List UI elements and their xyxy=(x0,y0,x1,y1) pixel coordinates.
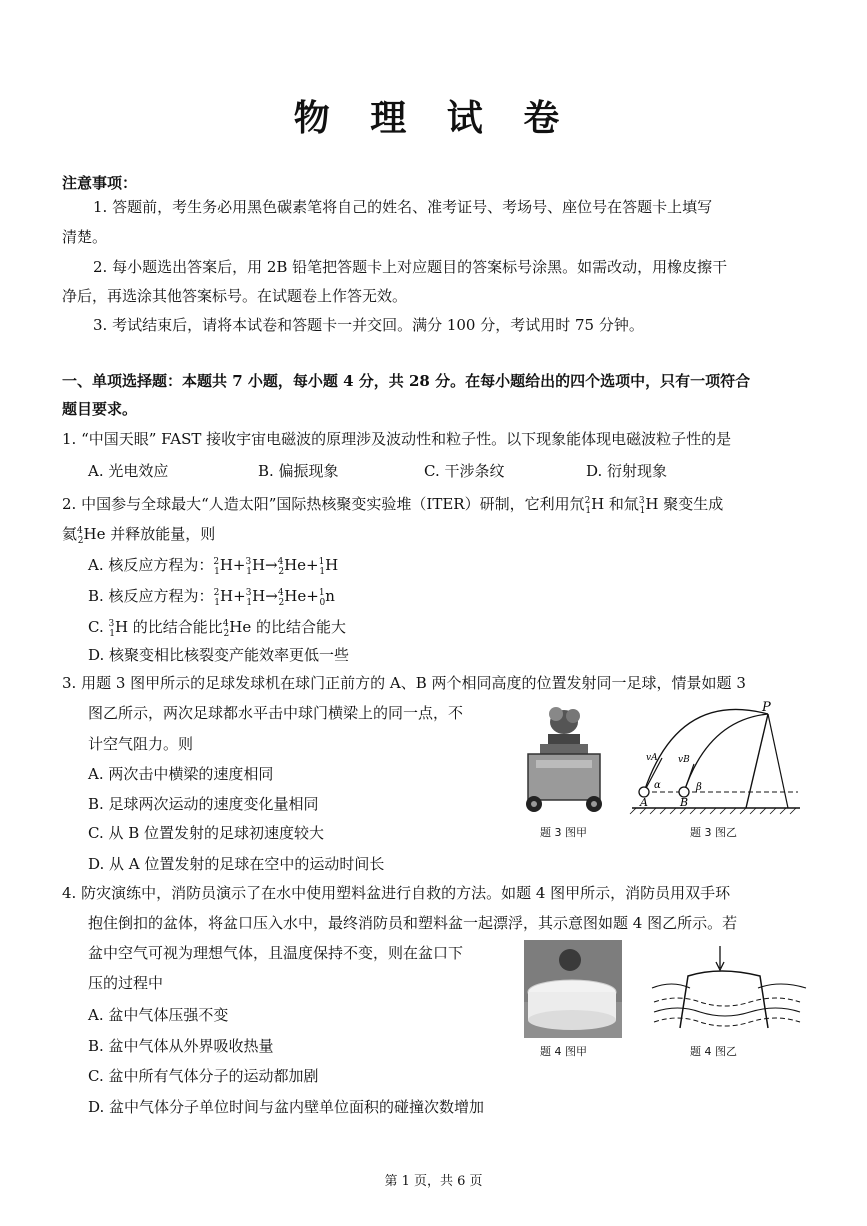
question-3-option-c: C. 从 B 位置发射的足球初速度较大 xyxy=(88,824,325,842)
figure-3b-caption: 题 3 图乙 xyxy=(690,826,737,839)
question-4-option-c: C. 盆中所有气体分子的运动都加剧 xyxy=(88,1067,319,1085)
question-4-option-b: B. 盆中气体从外界吸收热量 xyxy=(88,1037,274,1055)
question-4-option-a: A. 盆中气体压强不变 xyxy=(88,1006,229,1024)
figure-4b-caption: 题 4 图乙 xyxy=(690,1045,737,1058)
label-p: P xyxy=(762,700,771,715)
label-beta: β xyxy=(696,782,702,793)
question-2-option-d: D. 核聚变相比核裂变产能效率更低一些 xyxy=(88,646,350,664)
question-2-option-c: C. $^3_1$H 的比结合能比$^4_2$He 的比结合能大 xyxy=(88,618,347,639)
notice-heading: 注意事项： xyxy=(62,174,138,192)
figure-3a-caption: 题 3 图甲 xyxy=(540,826,587,839)
question-2-option-b: B. 核反应方程为：$^2_1$H+$^3_1$H→$^4_2$He+$^1_0$n xyxy=(88,587,335,608)
question-1-option-d: D. 衍射现象 xyxy=(586,462,668,480)
figure-4a-caption: 题 4 图甲 xyxy=(540,1045,587,1058)
label-alpha: α xyxy=(654,780,661,791)
label-b: B xyxy=(680,796,689,809)
page-title: 物 理 试 卷 xyxy=(293,97,574,139)
question-1-option-a: A. 光电效应 xyxy=(88,462,169,480)
question-2-stem-line-2: 氦$^4_2$He 并释放能量，则 xyxy=(62,525,216,546)
question-4-stem-line-2: 抱住倒扣的盆体，将盆口压入水中，最终消防员和塑料盆一起漂浮，其示意图如题 4 图乙所示。若 xyxy=(88,914,738,932)
question-4-stem-line-3: 盆中空气可视为理想气体，且温度保持不变，则在盆口下 xyxy=(88,944,464,962)
notice-item-1-line-1: 1. 答题前，考生务必用黑色碳素笔将自己的姓名、准考证号、考场号、座位号在答题卡上填写 xyxy=(93,198,713,216)
question-3-option-a: A. 两次击中横梁的速度相同 xyxy=(88,765,274,783)
section-1-heading-line-1: 一、单项选择题：本题共 7 小题，每小题 4 分，共 28 分。在每小题给出的四个选项中，只有一项符合 xyxy=(62,372,751,390)
label-va: vA xyxy=(646,753,658,763)
question-4-option-d: D. 盆中气体分子单位时间与盆内壁单位面积的碰撞次数增加 xyxy=(88,1098,485,1116)
notice-item-2-line-1: 2. 每小题选出答案后，用 2B 铅笔把答题卡上对应题目的答案标号涂黑。如需改动，用橡皮擦干 xyxy=(93,258,728,276)
question-1-option-b: B. 偏振现象 xyxy=(258,462,339,480)
question-1-option-c: C. 干涉条纹 xyxy=(424,462,505,480)
label-vb: vB xyxy=(678,755,690,765)
ball-launcher-figure xyxy=(518,700,610,818)
question-4-stem-line-4: 压的过程中 xyxy=(88,974,164,992)
basin-photo-figure xyxy=(524,940,622,1038)
label-a: A xyxy=(640,796,648,809)
question-3-stem-line-1: 3. 用题 3 图甲所示的足球发球机在球门正前方的 A、B 两个相同高度的位置发射同一足球，情景如题 3 xyxy=(62,674,746,692)
notice-item-2-line-2: 净后，再选涂其他答案标号。在试题卷上作答无效。 xyxy=(62,287,408,305)
notice-item-3: 3. 考试结束后，请将本试卷和答题卡一并交回。满分 100 分，考试用时 75 分钟。 xyxy=(93,316,644,334)
question-1-stem: 1. “中国天眼” FAST 接收宇宙电磁波的原理涉及波动性和粒子性。以下现象能体现电磁波粒子性的是 xyxy=(62,430,732,448)
trajectory-diagram xyxy=(628,700,806,820)
page-footer: 第 1 页，共 6 页 xyxy=(384,1174,483,1189)
section-1-heading-line-2: 题目要求。 xyxy=(62,400,138,418)
question-3-option-d: D. 从 A 位置发射的足球在空中的运动时间长 xyxy=(88,855,385,873)
question-2-option-a: A. 核反应方程为：$^2_1$H+$^3_1$H→$^4_2$He+$^1_1$H xyxy=(88,556,339,577)
notice-item-1-line-2: 清楚。 xyxy=(62,228,108,246)
question-3-stem-line-3: 计空气阻力。则 xyxy=(88,735,194,753)
basin-schematic-diagram xyxy=(650,944,810,1036)
question-4-stem-line-1: 4. 防灾演练中，消防员演示了在水中使用塑料盆进行自救的方法。如题 4 图甲所示，消防员用双手环 xyxy=(62,884,731,902)
question-3-option-b: B. 足球两次运动的速度变化量相同 xyxy=(88,795,319,813)
question-2-stem-line-1: 2. 中国参与全球最大“人造太阳”国际热核聚变实验堆（ITER）研制，它利用氘$^2_1$H 和氚$^3_1$H 聚变生成 xyxy=(62,495,724,516)
question-3-stem-line-2: 图乙所示，两次足球都水平击中球门横梁上的同一点，不 xyxy=(88,704,464,722)
